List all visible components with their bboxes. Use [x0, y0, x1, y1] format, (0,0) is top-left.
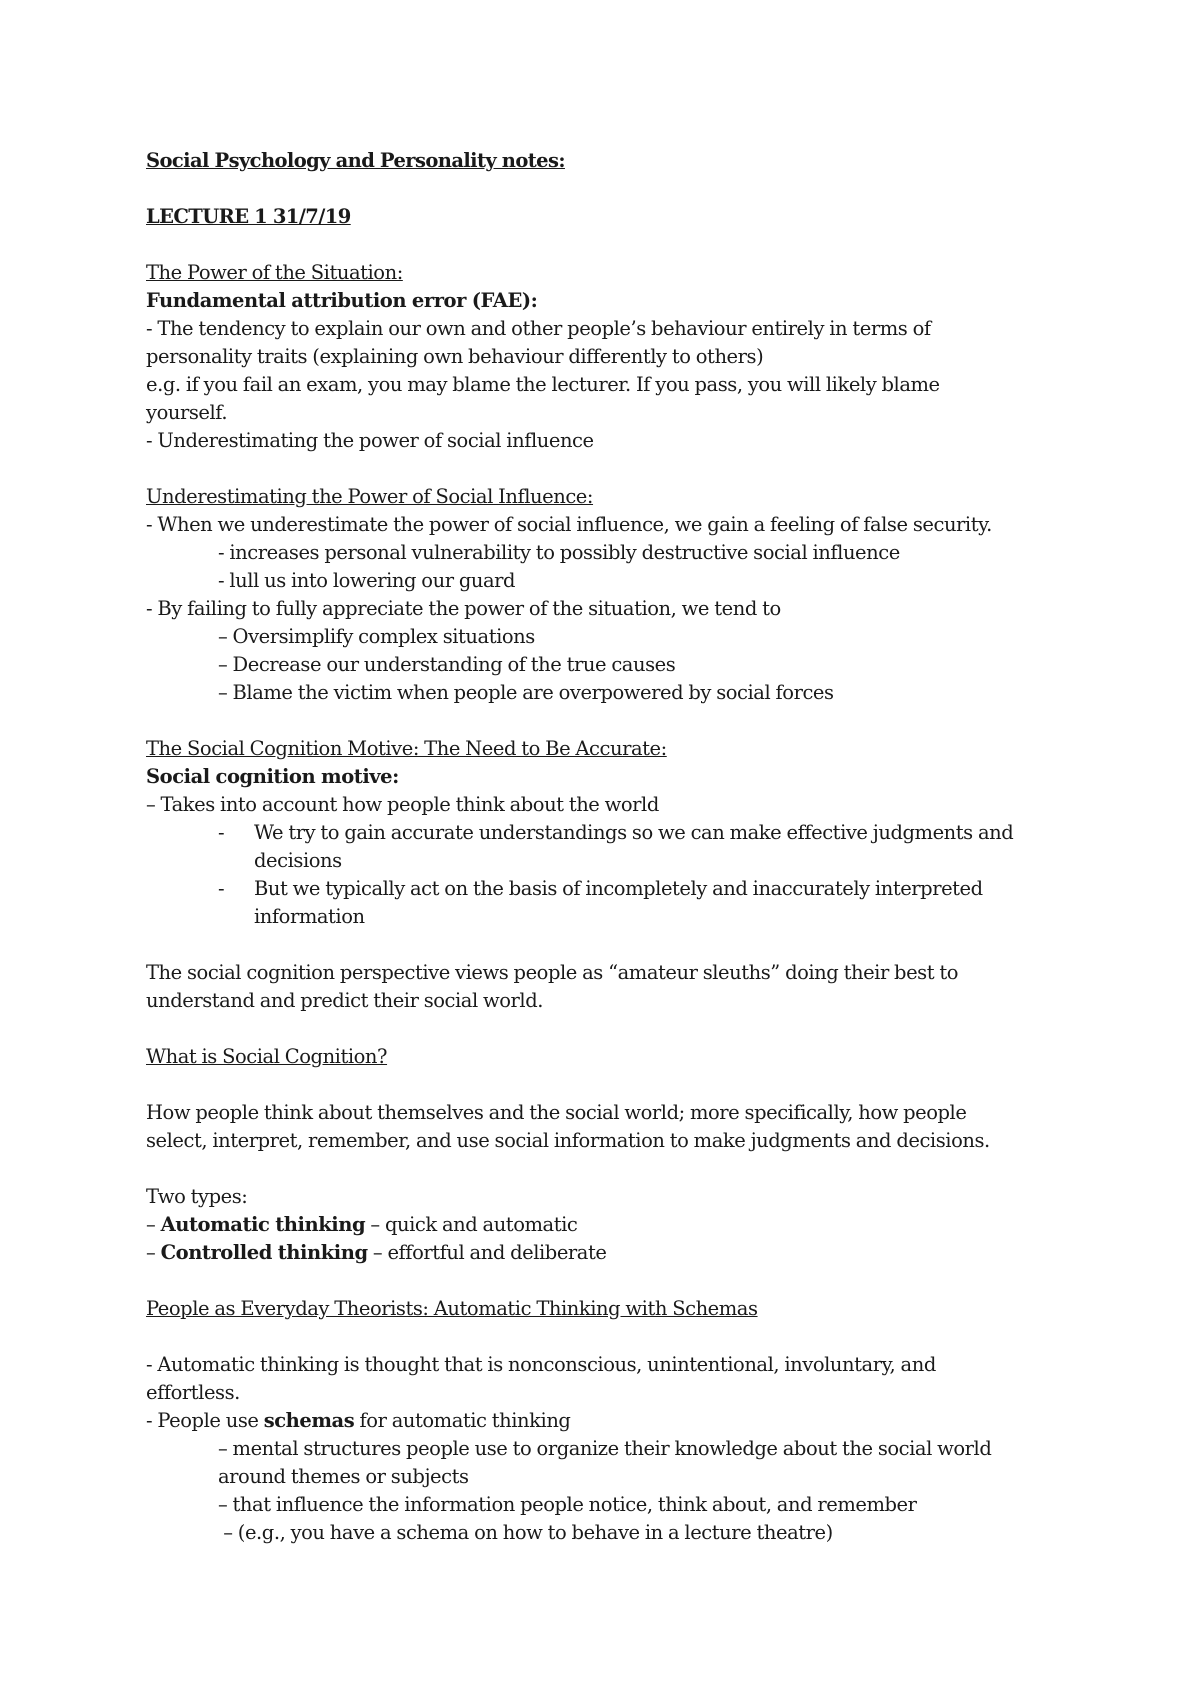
indented-line: – that influence the information people notice, think about, and remember [218, 1493, 917, 1516]
text-line: effortless. [146, 1381, 240, 1404]
text-line: - By failing to fully appreciate the power of the situation, we tend to [146, 597, 781, 620]
paragraph-line: understand and predict their social world. [146, 989, 543, 1012]
two-types-label: Two types: [146, 1185, 248, 1208]
indented-line: around themes or subjects [218, 1465, 469, 1488]
bullet-dash: - [218, 821, 225, 844]
schemas-line [146, 1407, 1066, 1435]
text-line: yourself. [146, 401, 228, 424]
bullet-text: We try to gain accurate understandings so we can make effective judgments and decisions [254, 821, 1014, 872]
text-line: - When we underestimate the power of social influence, we gain a feeling of false security. [146, 513, 992, 536]
indented-line: – Oversimplify complex situations [218, 625, 535, 648]
dash: – [146, 1213, 161, 1236]
notes-body [146, 147, 1066, 1547]
paragraph-line: The social cognition perspective views people as “amateur sleuths” doing their best to [146, 961, 959, 984]
term-social-cognition-motive: Social cognition motive: [146, 765, 399, 788]
paragraph-line: How people think about themselves and the social world; more specifically, how people [146, 1101, 967, 1124]
section-heading-everyday-theorists: People as Everyday Theorists: Automatic Thinking with Schemas [146, 1297, 758, 1320]
term-controlled-thinking: Controlled thinking [160, 1241, 368, 1264]
section-heading-underestimating: Underestimating the Power of Social Influence: [146, 485, 594, 508]
paragraph-line: select, interpret, remember, and use social information to make judgments and decisions. [146, 1129, 990, 1152]
dash: – [146, 1241, 161, 1264]
indented-line: - increases personal vulnerability to possibly destructive social influence [218, 541, 900, 564]
text-line: – Takes into account how people think about the world [146, 793, 659, 816]
bullet-dash: - [218, 877, 225, 900]
text-line: - Underestimating the power of social influence [146, 429, 594, 452]
bullet-item [146, 819, 1066, 875]
document-title: Social Psychology and Personality notes: [146, 149, 565, 172]
section-heading-what-is-social-cognition: What is Social Cognition? [146, 1045, 388, 1068]
text-line: - Automatic thinking is thought that is nonconscious, unintentional, involuntary, and [146, 1353, 936, 1376]
text-fragment: for automatic thinking [354, 1409, 571, 1432]
term-automatic-thinking: Automatic thinking [160, 1213, 366, 1236]
type-description: – quick and automatic [365, 1213, 578, 1236]
lecture-heading: LECTURE 1 31/7/19 [146, 205, 351, 228]
term-fae: Fundamental attribution error (FAE): [146, 289, 538, 312]
section-heading-power-of-situation: The Power of the Situation: [146, 261, 403, 284]
indented-line: – Decrease our understanding of the true causes [218, 653, 676, 676]
type-controlled [146, 1239, 1066, 1267]
bullet-item [146, 875, 1066, 931]
section-heading-social-cognition-motive: The Social Cognition Motive: The Need to Be Accurate: [146, 737, 667, 760]
bullet-text: But we typically act on the basis of incompletely and inaccurately interpreted information [254, 877, 983, 928]
indented-line: – Blame the victim when people are overpowered by social forces [218, 681, 834, 704]
text-line: e.g. if you fail an exam, you may blame the lecturer. If you pass, you will likely blame [146, 373, 940, 396]
text-fragment: - People use [146, 1409, 264, 1432]
text-line: personality traits (explaining own behaviour differently to others) [146, 345, 764, 368]
type-automatic [146, 1211, 1066, 1239]
indented-line: - lull us into lowering our guard [218, 569, 516, 592]
indented-line: – (e.g., you have a schema on how to behave in a lecture theatre) [218, 1521, 833, 1544]
term-schemas: schemas [263, 1409, 355, 1432]
type-description: – effortful and deliberate [367, 1241, 607, 1264]
text-line: - The tendency to explain our own and other people’s behaviour entirely in terms of [146, 317, 931, 340]
indented-line: – mental structures people use to organize their knowledge about the social world [218, 1437, 992, 1460]
